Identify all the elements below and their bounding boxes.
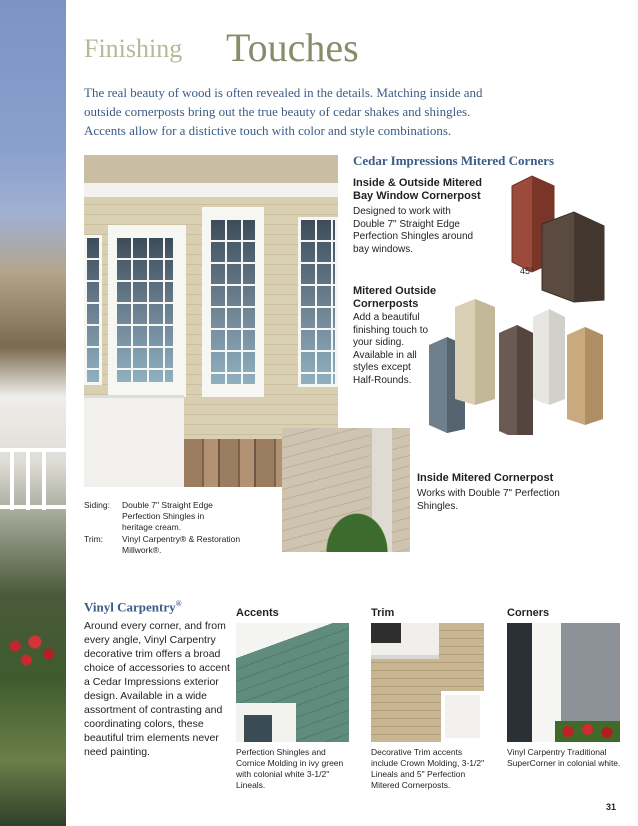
inside-cornerpost-description: Works with Double 7" Perfection Shingles. — [417, 488, 560, 512]
caption-trim-label: Trim: — [84, 534, 104, 544]
outside-cornerposts-illustration — [425, 295, 635, 435]
inside-cornerpost-photo — [282, 428, 410, 552]
angle-label: 45° — [520, 266, 534, 276]
caption-siding-label: Siding: — [84, 500, 110, 510]
window — [441, 691, 484, 742]
caption-trim-value: Vinyl Carpentry® & Restoration Millwork®. — [122, 534, 241, 555]
trim-heading: Trim — [371, 607, 395, 619]
flowers — [555, 721, 620, 742]
vinyl-carpentry-title: Vinyl Carpentry® — [84, 599, 182, 615]
window-base-panel — [84, 395, 184, 487]
window-glass — [244, 715, 272, 742]
intro-paragraph: The real beauty of wood is often revealed in the details. Matching inside and outside cornerposts bring out the true beauty of cedar shakes and shingles. Accents allow for a distictive touch with color and style combinations. — [84, 85, 483, 138]
corners-caption: Vinyl Carpentry Traditional SuperCorner in colonial white. — [507, 747, 621, 768]
page-title: Touches — [226, 25, 359, 70]
accents-photo — [236, 623, 349, 742]
corners-heading: Corners — [507, 607, 550, 619]
trim-caption: Decorative Trim accents include Crown Molding, 3-1/2" Lineals and 5" Perfection Mitered Cornerposts. — [371, 747, 485, 790]
porch-railing — [0, 505, 66, 509]
vinyl-carpentry-description: Around every corner, and from every angle, Vinyl Carpentry decorative trim offers a broad choice of accessories to accent a Cedar Impressions exterior design. Available in a wide assortment of contrasting and coordinating colors, these beautiful trim elements never need painting. — [84, 620, 230, 758]
roof — [84, 155, 338, 183]
accents-heading: Accents — [236, 607, 279, 619]
window — [208, 217, 258, 387]
accents-caption: Perfection Shingles and Cornice Molding in ivy green with colonial white 3-1/2" Lineals. — [236, 747, 344, 790]
outside-cornerposts-description: Add a beautiful finishing touch to your siding. Available in all styles except Half-Rounds. — [353, 312, 429, 386]
railing-post — [10, 450, 14, 510]
railing-post — [42, 450, 46, 510]
page-number: 31 — [606, 802, 617, 812]
window — [298, 217, 338, 387]
railing-post — [26, 450, 30, 510]
bay-cornerpost-description: Designed to work with Double 7" Straight Edge Perfection Shingles around bay windows. — [353, 206, 474, 255]
flowers-decoration — [4, 630, 60, 670]
inside-cornerpost-heading: Inside Mitered Cornerpost — [417, 472, 554, 484]
caption-siding-value: Double 7" Straight Edge Perfection Shingles in heritage cream. — [122, 500, 213, 532]
window — [84, 235, 102, 385]
window — [114, 235, 176, 385]
outside-cornerposts-heading: Mitered Outside Cornerposts — [353, 285, 437, 310]
shadow — [371, 623, 401, 643]
eave-trim — [84, 183, 338, 197]
left-house-photo — [0, 0, 66, 826]
page-title-prefix: Finishing — [84, 34, 183, 63]
bay-cornerpost-heading: Inside & Outside Mitered Bay Window Cornerpost — [353, 177, 482, 202]
bay-cornerpost-illustration — [498, 172, 608, 304]
plant — [322, 508, 392, 552]
trim-photo — [371, 623, 484, 742]
corners-photo — [507, 623, 620, 742]
section-title-mitered-corners: Cedar Impressions Mitered Corners — [353, 153, 555, 168]
